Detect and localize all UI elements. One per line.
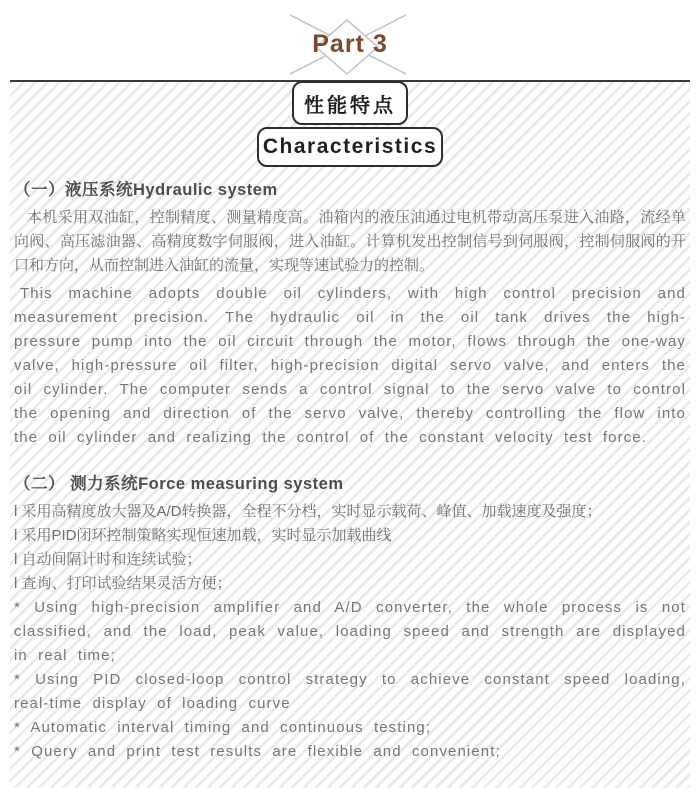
content-area xyxy=(10,82,690,788)
feature-item-en: * Using high-precision amplifier and A/D converter, the whole process is not classified, and the load, peak value, loading speed and strength are displayed in real time; xyxy=(14,599,686,664)
feature-item-cn: l 查询、打印试验结果灵活方便； xyxy=(14,575,232,592)
page-header xyxy=(0,0,700,80)
section-heading: （一）液压系统Hydraulic system xyxy=(14,181,278,199)
section-force-measuring xyxy=(14,472,686,764)
body-text-flow xyxy=(10,82,690,764)
title-box-cn xyxy=(292,81,408,125)
paragraph-cn: 本机采用双油缸，控制精度、测量精度高。油箱内的液压油通过电机带动高压泵进入油路，流经单向阀、高压滤油器、高精度数字伺服阀，进入油缸。计算机发出控制信号到伺服阀，控制伺服阀的开口和方向，从而控制进入油缸的流量，实现等速试验力的控制。 xyxy=(14,209,686,274)
title-box-en xyxy=(257,127,443,167)
feature-item-cn: l 采用高精度放大器及A/D转换器，全程不分档，实时显示载荷、峰值、加载速度及强度； xyxy=(14,503,602,520)
feature-item-en: * Automatic interval timing and continuous testing; xyxy=(14,719,432,736)
part-label: Part 3 xyxy=(312,30,388,58)
feature-item-en: * Query and print test results are flexible and convenient; xyxy=(14,743,501,760)
section-hydraulic-system xyxy=(14,178,686,450)
feature-item-cn: l 自动间隔计时和连续试验； xyxy=(14,551,202,568)
title-en-label: Characteristics xyxy=(262,135,438,158)
feature-item-en: * Using PID closed-loop control strategy to achieve constant speed loading, real-time display of loading curve xyxy=(14,671,686,712)
feature-item-cn: l 采用PID闭环控制策略实现恒速加载，实时显示加载曲线 xyxy=(14,527,392,544)
title-cn-label: 性能特点 xyxy=(304,94,396,117)
paragraph-en: This machine adopts double oil cylinders, with high control precision and measurement precision. The hydraulic oil in the oil tank drives the high-pressure pump into the oil circuit through the motor, flows through the one-way valve, high-pressure oil filter, high-precision digital servo valve, and enters the oil cylinder. The computer sends a control signal to the servo valve to control the opening and direction of the servo valve, thereby controlling the flow into the oil cylinder and realizing the control of the constant velocity test force. xyxy=(14,285,686,446)
section-heading: （二） 测力系统Force measuring system xyxy=(14,475,344,493)
